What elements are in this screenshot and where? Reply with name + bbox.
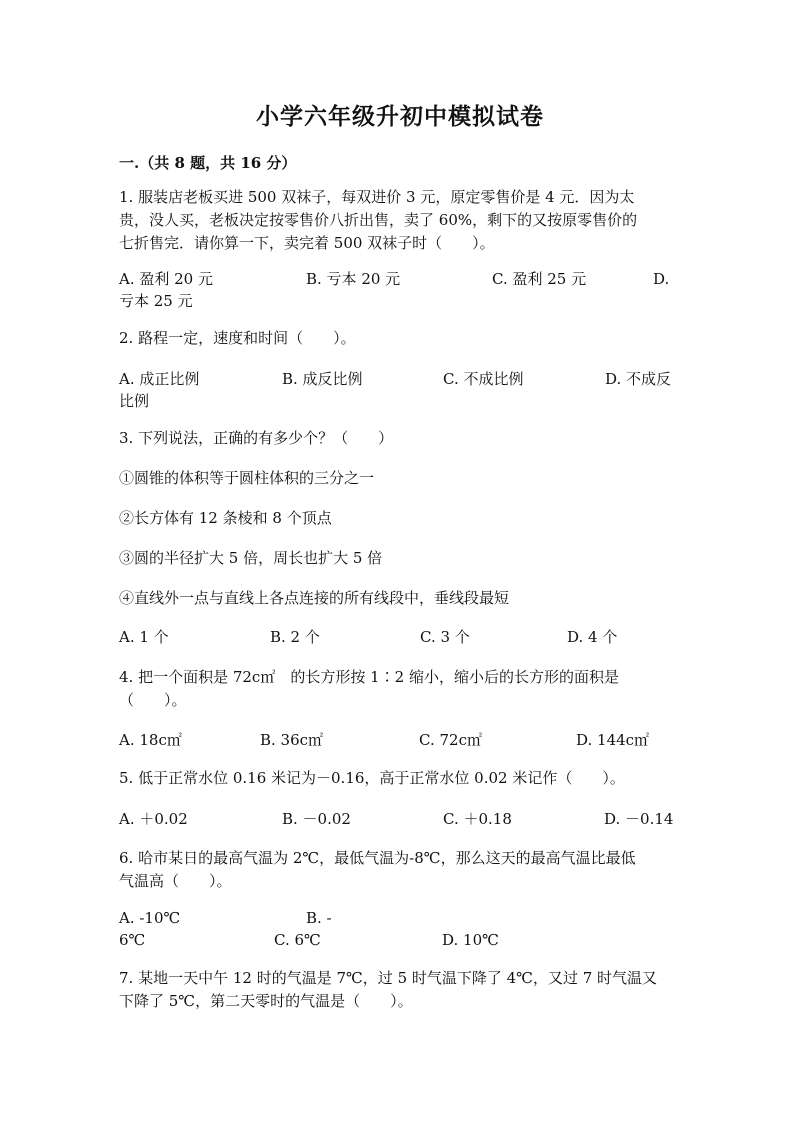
question-6-line-2: 气温高（ ）。 xyxy=(119,872,232,890)
question-1-option-d: D. xyxy=(653,270,670,288)
question-2-option-a: A. 成正比例 xyxy=(119,370,200,388)
question-3-statement-4: ④直线外一点与直线上各点连接的所有线段中，垂线段最短 xyxy=(119,589,510,607)
question-3-statement-1: ①圆锥的体积等于圆柱体积的三分之一 xyxy=(119,469,375,487)
question-1-option-c: C. 盈利 25 元 xyxy=(492,270,587,288)
page-title: 小学六年级升初中模拟试卷 xyxy=(256,103,544,130)
question-3-option-b: B. 2 个 xyxy=(270,628,320,646)
question-6-line-1: 6. 哈市某日的最高气温为 2℃，最低气温为-8℃，那么这天的最高气温比最低 xyxy=(119,849,636,867)
question-2-option-b: B. 成反比例 xyxy=(282,370,363,388)
question-2-option-d: D. 不成反 xyxy=(605,370,672,388)
question-3-option-c: C. 3 个 xyxy=(420,628,470,646)
question-4-option-b: B. 36c㎡ xyxy=(260,731,324,749)
question-4-line-1: 4. 把一个面积是 72c㎡ 的长方形按 1∶2 缩小，缩小后的长方形的面积是 xyxy=(119,668,619,686)
question-6-option-a: A. -10℃ xyxy=(119,909,181,927)
question-1-option-b: B. 亏本 20 元 xyxy=(306,270,401,288)
question-4-option-d: D. 144c㎡ xyxy=(576,731,650,749)
question-1-line-3: 七折售完．请你算一下，卖完着 500 双袜子时（ ）。 xyxy=(119,234,495,252)
question-5-option-a: A. ＋0.02 xyxy=(119,810,188,828)
question-6-option-c: C. 6℃ xyxy=(274,931,321,949)
question-5: 5. 低于正常水位 0.16 米记为－0.16，高于正常水位 0.02 米记作（ ）。 xyxy=(119,769,625,787)
question-5-option-d: D. －0.14 xyxy=(604,810,674,828)
question-3-statement-2: ②长方体有 12 条棱和 8 个顶点 xyxy=(119,509,332,527)
question-7-line-1: 7. 某地一天中午 12 时的气温是 7℃，过 5 时气温下降了 4℃，又过 7 时气温又 xyxy=(119,969,658,987)
question-2-option-c: C. 不成比例 xyxy=(443,370,524,388)
question-3-statement-3: ③圆的半径扩大 5 倍，周长也扩大 5 倍 xyxy=(119,549,383,567)
question-4 xyxy=(119,666,679,712)
question-6 xyxy=(119,847,679,893)
question-2-option-d-wrap: 比例 xyxy=(119,392,150,410)
question-5-option-b: B. －0.02 xyxy=(282,810,351,828)
question-1 xyxy=(119,186,679,255)
question-3-option-a: A. 1 个 xyxy=(119,628,169,646)
question-1-option-a: A. 盈利 20 元 xyxy=(119,270,213,288)
question-6-option-b-wrap: 6℃ xyxy=(119,931,146,949)
question-6-option-b: B. - xyxy=(306,909,332,927)
section-heading: 一.（共 8 题，共 16 分） xyxy=(119,154,297,172)
question-1-line-2: 贵，没人买，老板决定按零售价八折出售，卖了 60%，剩下的又按原零售价的 xyxy=(119,211,638,229)
question-4-option-c: C. 72c㎡ xyxy=(419,731,482,749)
question-7 xyxy=(119,967,679,1013)
question-6-option-d: D. 10℃ xyxy=(442,931,499,949)
question-1-option-d-wrap: 亏本 25 元 xyxy=(119,292,193,310)
question-7-line-2: 下降了 5℃，第二天零时的气温是（ ）。 xyxy=(119,992,413,1010)
question-5-option-c: C. ＋0.18 xyxy=(443,810,512,828)
question-2: 2. 路程一定，速度和时间（ ）。 xyxy=(119,329,356,347)
question-3-option-d: D. 4 个 xyxy=(567,628,618,646)
question-4-option-a: A. 18c㎡ xyxy=(119,731,182,749)
question-4-line-2: （ ）。 xyxy=(119,691,187,709)
question-3: 3. 下列说法，正确的有多少个？（ ） xyxy=(119,429,394,447)
question-1-line-1: 1. 服装店老板买进 500 双袜子，每双进价 3 元，原定零售价是 4 元．因为太 xyxy=(119,188,635,206)
